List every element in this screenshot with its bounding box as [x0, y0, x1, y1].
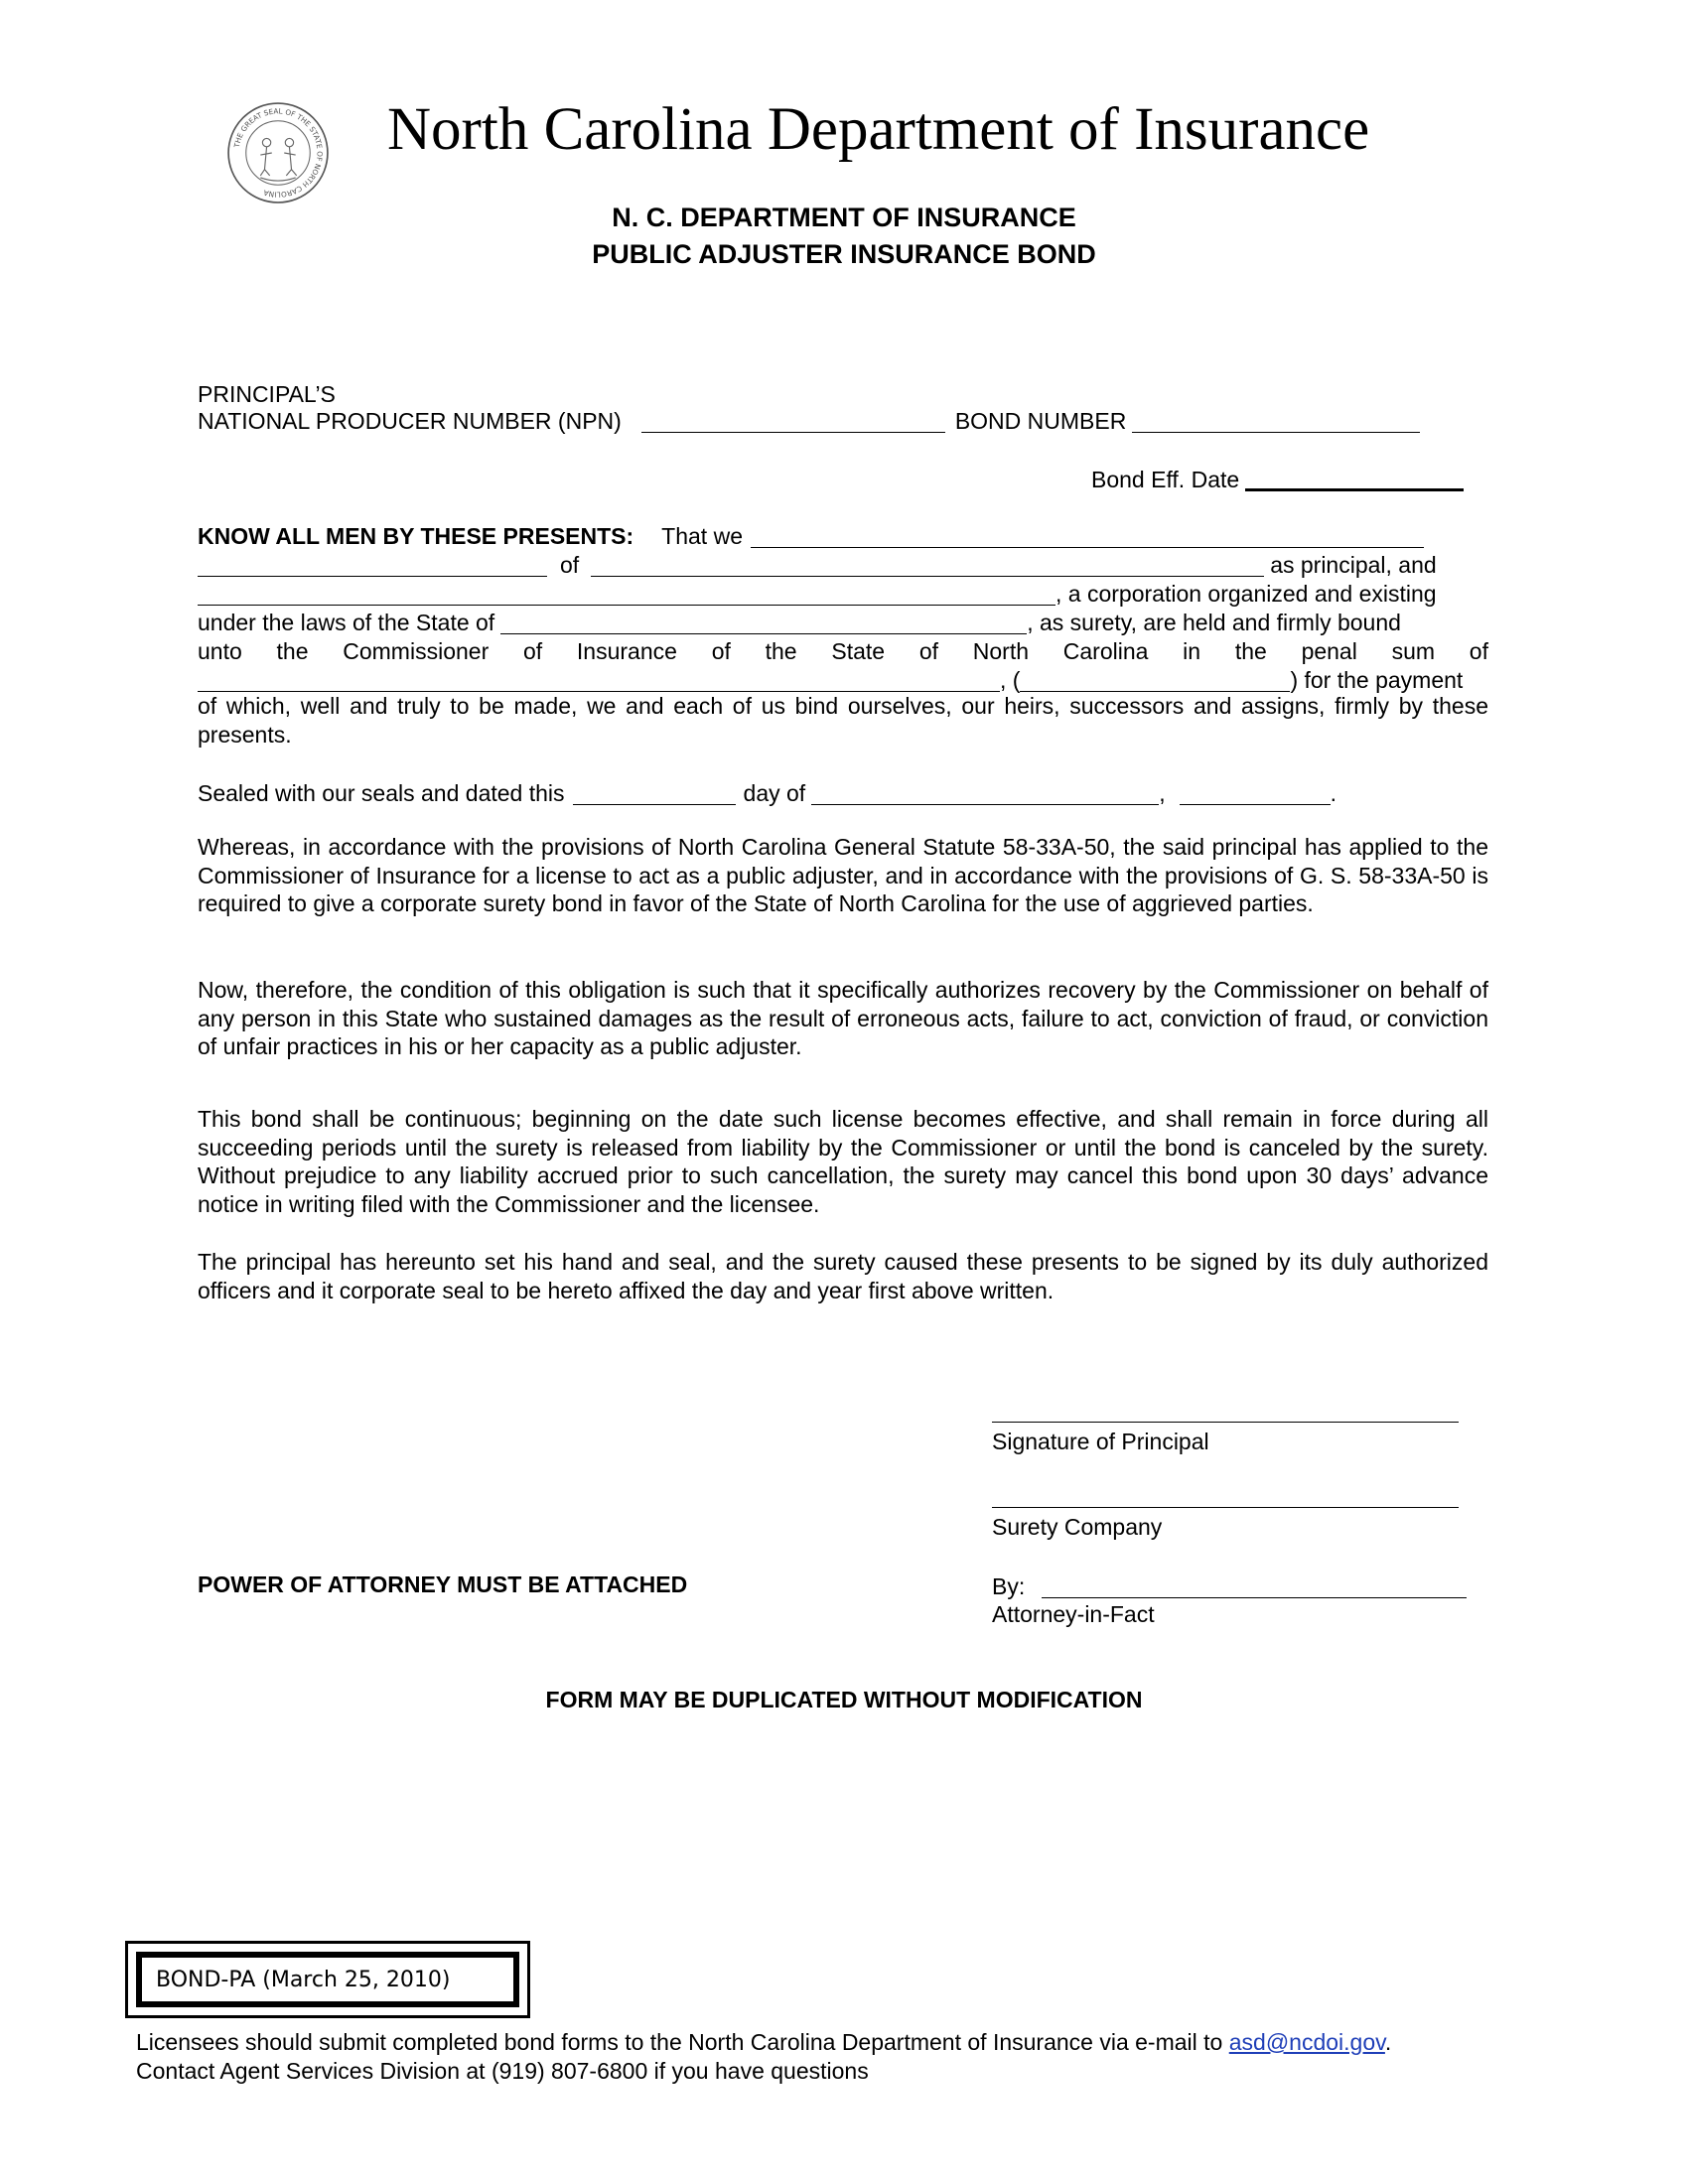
bond-eff-date-field[interactable]	[1245, 488, 1464, 491]
surety-name-field[interactable]	[198, 605, 1055, 606]
surety-company-label: Surety Company	[992, 1514, 1163, 1540]
form-heading-line1: N. C. DEPARTMENT OF INSURANCE	[612, 203, 1076, 232]
of-label: of	[560, 552, 580, 578]
sealed-month-field[interactable]	[811, 804, 1159, 805]
by-label: By:	[992, 1573, 1026, 1599]
continuous-paragraph: This bond shall be continuous; beginning on the date such license becomes effective, and shall remain in force during all succeeding periods until the surety is released from liability by the Commissioner or until the bond is canceled by the surety. Without prejudice to any liability accrued prior to such cancellation, the surety may cancel this bond upon 30 days’ advance notice in writing filed with the Commissioner and the licensee.	[198, 1106, 1488, 1218]
bond-eff-date-label: Bond Eff. Date	[1091, 467, 1240, 492]
whereas-paragraph: Whereas, in accordance with the provisions of North Carolina General Statute 58-33A-50, the said principal has applied to the Commissioner of Insurance for a license to act as a public adjuster, and in accordance with the provisions of G. S. 58-33A-50 is required to give a corporate surety bond in favor of the State of North Carolina for the use of aggrieved parties.	[198, 834, 1488, 917]
duplicated-notice: FORM MAY BE DUPLICATED WITHOUT MODIFICATION	[545, 1687, 1143, 1712]
signature-principal-label: Signature of Principal	[992, 1429, 1209, 1454]
unto-line: unto the Commissioner of Insurance of the State of North Carolina in the penal sum of	[198, 638, 1488, 664]
that-we-label: That we	[661, 523, 743, 549]
submit-instructions: Licensees should submit completed bond forms to the North Carolina Department of Insurance via e-mail to asd@ncdoi.gov.	[136, 2029, 1392, 2055]
npn-label: NATIONAL PRODUCER NUMBER (NPN)	[198, 408, 622, 434]
surety-state-field[interactable]	[500, 633, 1027, 634]
day-of-label: day of	[743, 780, 806, 806]
bond-number-label: BOND NUMBER	[954, 408, 1127, 434]
principal-signature-line[interactable]	[992, 1422, 1459, 1423]
know-all-lead: KNOW ALL MEN BY THESE PRESENTS:	[198, 523, 634, 549]
email-link[interactable]: asd@ncdoi.gov	[1228, 2029, 1385, 2055]
under-laws-label: under the laws of the State of	[198, 610, 495, 635]
sealed-period: .	[1330, 780, 1336, 806]
now-therefore-paragraph: Now, therefore, the condition of this obligation is such that it specifically authorizes recovery by the Commissioner on behalf of any person in this State who sustained damages as the result of erroneous acts, failure to act, conviction of fraud, or conviction of unfair practices in his or her capacity as a public adjuster.	[198, 977, 1488, 1060]
form-id-box	[125, 1941, 530, 2018]
hereunto-paragraph: The principal has hereunto set his hand and seal, and the surety caused these presents to be signed by its duly authorized officers and it corporate seal to be hereto affixed the day and year first above written.	[198, 1249, 1488, 1303]
sealed-label: Sealed with our seals and dated this	[198, 780, 565, 806]
principal-address-field[interactable]	[198, 576, 547, 577]
surety-company-line[interactable]	[992, 1507, 1459, 1508]
as-surety-label: , as surety, are held and firmly bound	[1027, 610, 1401, 635]
npn-field[interactable]	[641, 432, 945, 433]
principal-location-field[interactable]	[591, 576, 1264, 577]
svg-text:THE GREAT SEAL OF THE STATE OF: THE GREAT SEAL OF THE STATE OF NORTH CAROLINA	[231, 106, 325, 200]
for-payment-label: ) for the payment	[1290, 667, 1464, 693]
state-seal-logo	[226, 101, 330, 205]
sealed-comma: ,	[1159, 780, 1166, 806]
sealed-day-field[interactable]	[573, 804, 736, 805]
form-id: BOND-PA (March 25, 2010)	[136, 1952, 519, 2007]
contact-info: Contact Agent Services Division at (919) 807-6800 if you have questions	[136, 2058, 869, 2084]
principal-label: PRINCIPAL’S	[198, 381, 336, 407]
attorney-signature-line[interactable]	[1042, 1597, 1467, 1598]
attorney-in-fact-label: Attorney-in-Fact	[992, 1601, 1155, 1627]
as-principal-label: as principal, and	[1270, 552, 1437, 578]
comma-paren: , (	[1000, 667, 1021, 693]
principal-name-field[interactable]	[751, 547, 1424, 548]
power-of-attorney-notice: POWER OF ATTORNEY MUST BE ATTACHED	[198, 1571, 688, 1597]
form-heading-line2: PUBLIC ADJUSTER INSURANCE BOND	[592, 239, 1096, 269]
bond-number-field[interactable]	[1132, 432, 1420, 433]
know-all-closing: of which, well and truly to be made, we and each of us bind ourselves, our heirs, successors and assigns, firmly by these presents.	[198, 693, 1488, 748]
sealed-year-field[interactable]	[1180, 804, 1331, 805]
corporation-label: , a corporation organized and existing	[1055, 581, 1437, 607]
page-title: North Carolina Department of Insurance	[387, 96, 1370, 163]
